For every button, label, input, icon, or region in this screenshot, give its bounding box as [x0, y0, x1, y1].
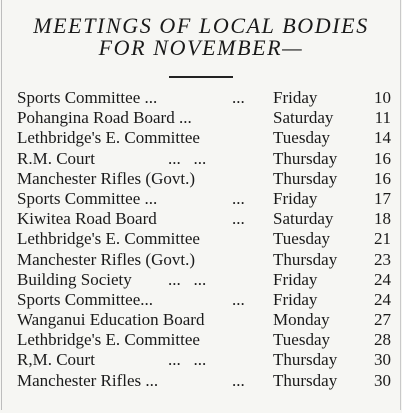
meeting-row: [0, 209, 402, 229]
meeting-row: [0, 229, 402, 249]
dot-leader: ...: [232, 209, 245, 229]
dot-leader: ...: [232, 188, 245, 208]
meeting-date: 16: [374, 168, 391, 188]
meetings-list: [0, 88, 402, 391]
meeting-day: Thursday: [273, 168, 338, 188]
meeting-row: [0, 189, 402, 209]
meeting-name: Kiwitea Road Board: [17, 209, 157, 229]
meeting-date: 16: [374, 148, 391, 168]
meeting-row: [0, 149, 402, 169]
meeting-day: Saturday: [273, 209, 334, 229]
meeting-date: 30: [374, 370, 391, 390]
meeting-row: [0, 250, 402, 270]
meeting-day: Thursday: [273, 148, 338, 168]
meeting-day: Friday: [273, 188, 318, 208]
meeting-name: Pohangina Road Board ...: [17, 108, 192, 128]
meeting-name: Sports Committee...: [17, 289, 153, 309]
meeting-name: Lethbridge's E. Committee: [17, 128, 200, 148]
meeting-row: [0, 270, 402, 290]
meeting-row: [0, 88, 402, 108]
meeting-date: 21: [374, 229, 391, 249]
meeting-name: Building Society: [17, 269, 132, 289]
dot-leader: ...: [232, 370, 245, 390]
dot-leader: ...: [232, 88, 245, 107]
meeting-name: Manchester Rifles ...: [17, 370, 159, 390]
meeting-row: [0, 330, 402, 350]
meeting-name: Sports Committee ...: [17, 188, 158, 208]
dot-leader: ...: [232, 289, 245, 309]
heading-line-2: FOR NOVEMBER—: [98, 35, 304, 60]
meeting-date: 23: [374, 249, 391, 269]
meeting-date: 24: [374, 289, 391, 309]
meeting-day: Thursday: [273, 249, 338, 269]
dot-leader: ... ...: [168, 269, 207, 289]
meeting-name: Wanganui Education Board: [17, 310, 205, 330]
meeting-day: Friday: [273, 269, 318, 289]
meeting-row: [0, 350, 402, 370]
meeting-day: Friday: [273, 88, 318, 107]
meeting-name: Sports Committee ...: [17, 88, 158, 107]
meeting-day: Saturday: [273, 108, 334, 128]
meeting-date: 28: [374, 330, 391, 350]
meeting-row: [0, 169, 402, 189]
meeting-date: 30: [374, 350, 391, 370]
meeting-day: Tuesday: [273, 229, 330, 249]
meeting-day: Tuesday: [273, 128, 330, 148]
meeting-row: [0, 108, 402, 128]
meeting-date: 18: [374, 209, 391, 229]
heading-rule: [169, 76, 233, 78]
meeting-row: [0, 371, 402, 391]
meeting-date: 14: [374, 128, 391, 148]
heading-line-1: MEETINGS OF LOCAL BODIES: [33, 13, 369, 38]
dot-leader: ... ...: [168, 350, 207, 370]
meeting-day: Monday: [273, 310, 330, 330]
meeting-row: [0, 290, 402, 310]
meeting-row: [0, 128, 402, 148]
meeting-name: R.M. Court: [17, 148, 95, 168]
meeting-name: Lethbridge's E. Committee: [17, 229, 200, 249]
meeting-name: Lethbridge's E. Committee: [17, 330, 200, 350]
meeting-date: 24: [374, 269, 391, 289]
meeting-date: 11: [374, 108, 391, 128]
meeting-name: R,M. Court: [17, 350, 95, 370]
meeting-day: Tuesday: [273, 330, 330, 350]
meeting-date: 17: [374, 188, 391, 208]
meeting-name: Manchester Rifles (Govt.): [17, 168, 195, 188]
meeting-day: Friday: [273, 289, 318, 309]
meeting-day: Thursday: [273, 370, 338, 390]
meeting-name: Manchester Rifles (Govt.): [17, 249, 195, 269]
meeting-day: Thursday: [273, 350, 338, 370]
meeting-date: 10: [374, 88, 391, 107]
meeting-row: [0, 310, 402, 330]
dot-leader: ... ...: [168, 148, 207, 168]
meeting-date: 27: [374, 310, 391, 330]
